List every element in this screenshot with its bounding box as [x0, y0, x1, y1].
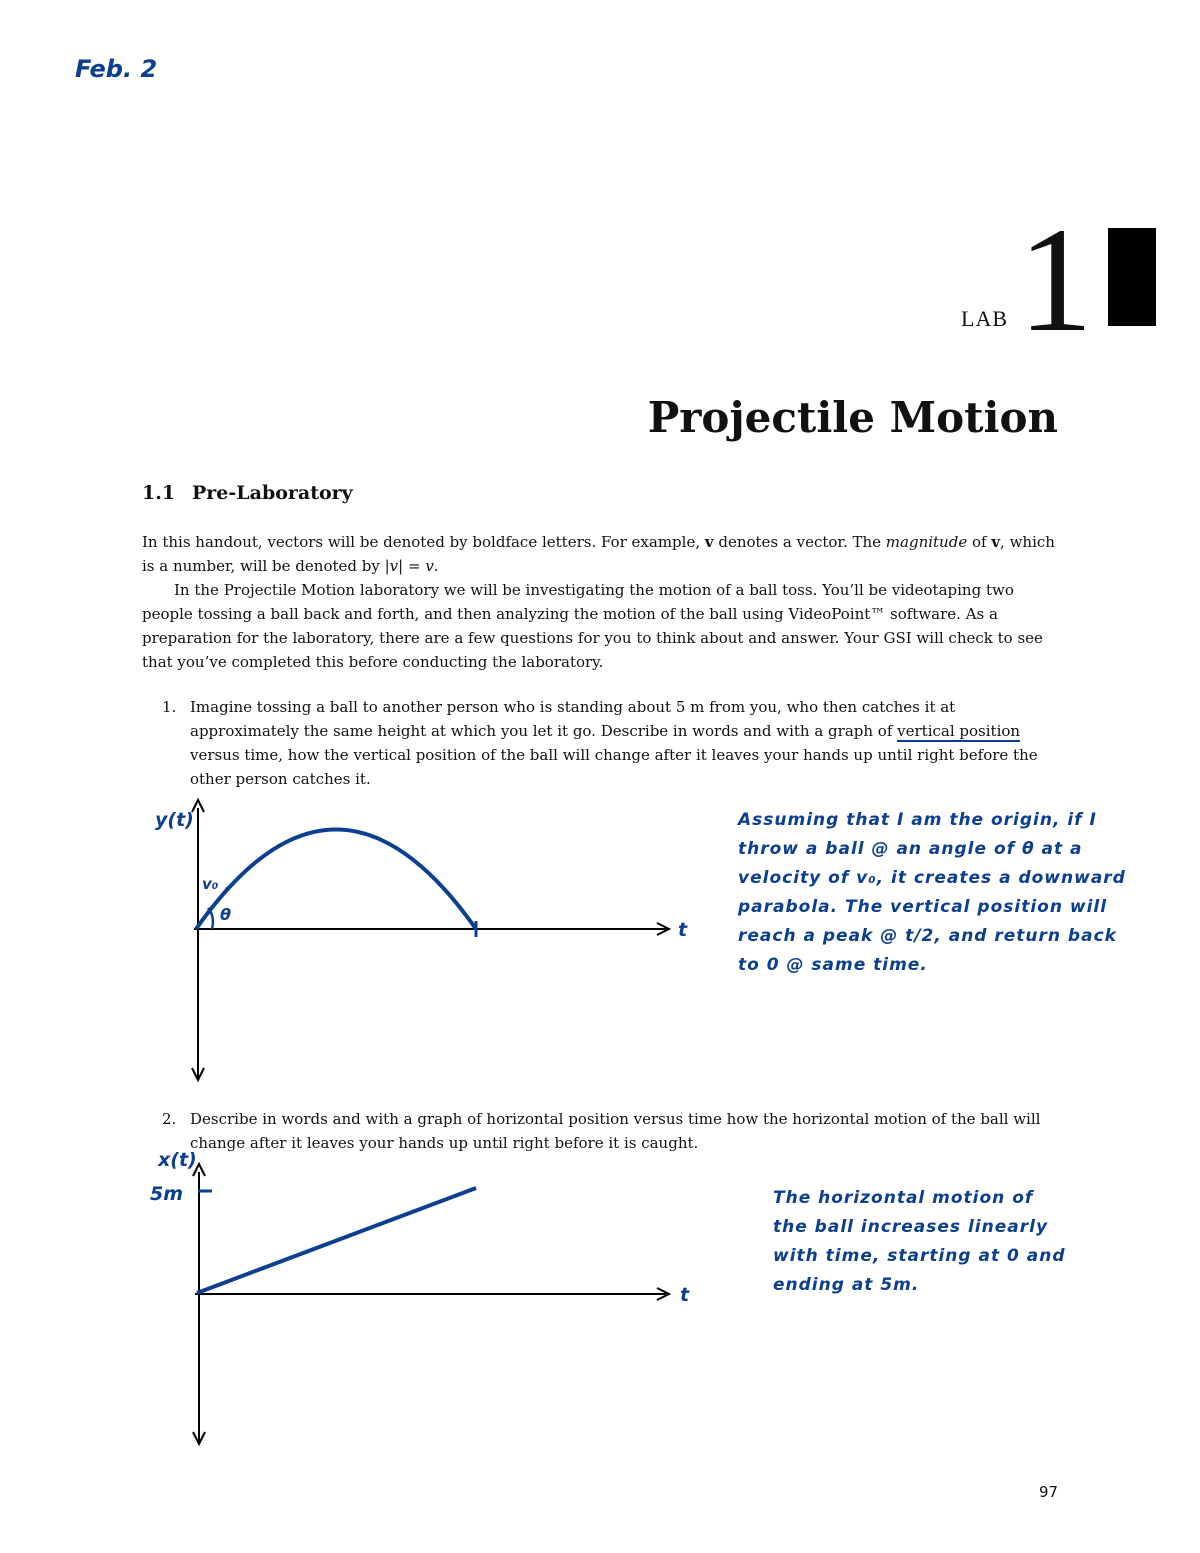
y-axis-label: x(t): [158, 1149, 197, 1171]
linear-position-line: [197, 1188, 476, 1293]
angle-label: θ: [220, 905, 231, 924]
section-title: Pre-Laboratory: [192, 482, 353, 504]
answer-1-handwritten: Assuming that I am the origin, if I throw a ball @ an angle of θ at a velocity of v₀, it creates a downward parabola. The vertical position will reach a peak @ t/2, and return back to 0 @ same time.: [738, 810, 1126, 975]
scalar-symbol: v: [425, 557, 434, 575]
chapter-title: Projectile Motion: [647, 393, 1058, 442]
page-number: 97: [1039, 1483, 1059, 1501]
lab-description-paragraph: In the Projectile Motion laboratory we will be investigating the motion of a ball toss. You’ll be videotaping two people tossing a ball back and forth, and then analyzing the motion of the ball using VideoPoint™ software. As a preparation for the laboratory, there are a few questions for you to think about and answer. Your GSI will check to see that you’ve completed this before conducting the laboratory.: [142, 581, 1043, 671]
vector-symbol: v: [704, 533, 714, 551]
x-axis-label: t: [680, 1284, 690, 1306]
text-run: versus time, how the vertical position of the ball will change after it leaves your hands up until right before the other person catches it.: [190, 746, 1038, 788]
question-number: 1.: [162, 698, 177, 716]
answer-2-handwritten: The horizontal motion of the ball increases linearly with time, starting at 0 and ending at 5m.: [773, 1188, 1066, 1295]
text-run: .: [433, 557, 439, 575]
y-axis-label: y(t): [155, 809, 194, 831]
text-run: | =: [398, 557, 426, 575]
underlined-phrase: vertical position: [897, 722, 1021, 740]
question-number: 2.: [162, 1110, 177, 1128]
vector-symbol: v: [991, 533, 1001, 551]
emphasis-magnitude: magnitude: [885, 533, 968, 551]
x-axis-label: t: [678, 919, 688, 941]
handwritten-date: Feb. 2: [75, 55, 158, 83]
section-number: 1.1: [142, 482, 176, 504]
tick-label-5m: 5m: [150, 1183, 184, 1205]
text-run: , which is a number, will be denoted by |: [142, 533, 1055, 575]
scalar-symbol: v: [389, 557, 399, 575]
text-run: of: [967, 533, 992, 551]
lab-label: LAB: [961, 306, 1008, 331]
velocity-label: v₀: [202, 875, 219, 893]
question-text: Describe in words and with a graph of horizontal position versus time how the horizontal motion of the ball will change after it leaves your hands up until right before it is caught.: [190, 1110, 1041, 1152]
lab-number: 1: [1018, 197, 1093, 363]
text-run: Imagine tossing a ball to another person who is standing about 5 m from you, who then catches it at approximately the same height at which you let it go. Describe in words and with a graph of: [190, 698, 956, 740]
text-run: denotes a vector. The: [713, 533, 886, 551]
text-run: In this handout, vectors will be denoted by boldface letters. For example,: [142, 533, 705, 551]
